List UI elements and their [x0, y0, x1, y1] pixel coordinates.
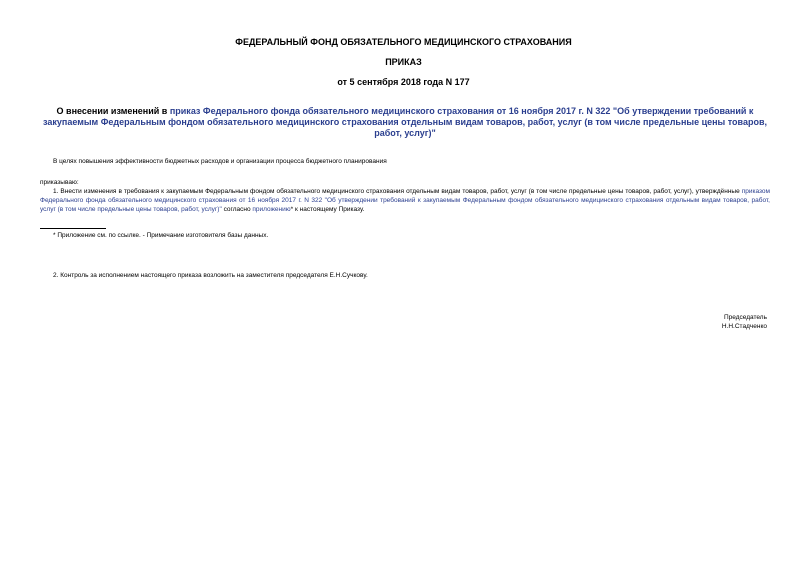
- ordered-paragraph: приказываю:: [40, 179, 79, 186]
- item-1-paragraph: [40, 187, 770, 214]
- item-2-paragraph: 2. Контроль за исполнением настоящего приказа возложить на заместителя председателя Е.Н.Сучкову.: [53, 272, 368, 279]
- item-1-text-part3: * к настоящему Приказу.: [290, 206, 365, 213]
- title-prefix: О внесении изменений в: [56, 106, 170, 116]
- item-1-order-link[interactable]: приказом Федерального фонда обязательного медицинского страхования от 16 ноября 2017 г. N 322 "Об утверждении требований к закупаемым Федеральным фондом обязательного медицинского страхования отдельным видам товаров, работ, услуг (в том числе предельные цены товаров, работ, услуг)": [40, 188, 770, 213]
- organization-heading: ФЕДЕРАЛЬНЫЙ ФОНД ОБЯЗАТЕЛЬНОГО МЕДИЦИНСКОГО СТРАХОВАНИЯ: [235, 37, 572, 47]
- item-1-text-part2: согласно: [221, 206, 253, 213]
- signature-name: Н.Н.Стадченко: [721, 323, 767, 330]
- footnote-paragraph: * Приложение см. по ссылке. - Примечание изготовителя базы данных.: [53, 232, 269, 239]
- document-type-heading: ПРИКАЗ: [385, 57, 422, 67]
- document-title: [40, 106, 770, 139]
- intro-paragraph: В целях повышения эффективности бюджетных расходов и организации процесса бюджетного планирования: [53, 158, 387, 165]
- title-order-link[interactable]: приказ Федерального фонда обязательного медицинского страхования от 16 ноября 2017 г. N 322 "Об утверждении требований к закупаемым Федеральным фондом обязательного медицинского страхования отдельным видам товаров, работ, услуг (в том числе предельные цены товаров, работ, услуг)": [43, 106, 767, 138]
- signature-position: Председатель: [723, 314, 767, 321]
- item-1-appendix-link[interactable]: приложению: [252, 206, 291, 213]
- footnote-divider: [40, 228, 106, 229]
- item-1-text-part1: 1. Внести изменения в требования к закупаемым Федеральным фондом обязательного медицинского страхования отдельным видам товаров, работ, услуг (в том числе предельные цены товаров, работ, услуг), утверждённые: [53, 188, 742, 195]
- date-number-heading: от 5 сентября 2018 года N 177: [337, 77, 470, 87]
